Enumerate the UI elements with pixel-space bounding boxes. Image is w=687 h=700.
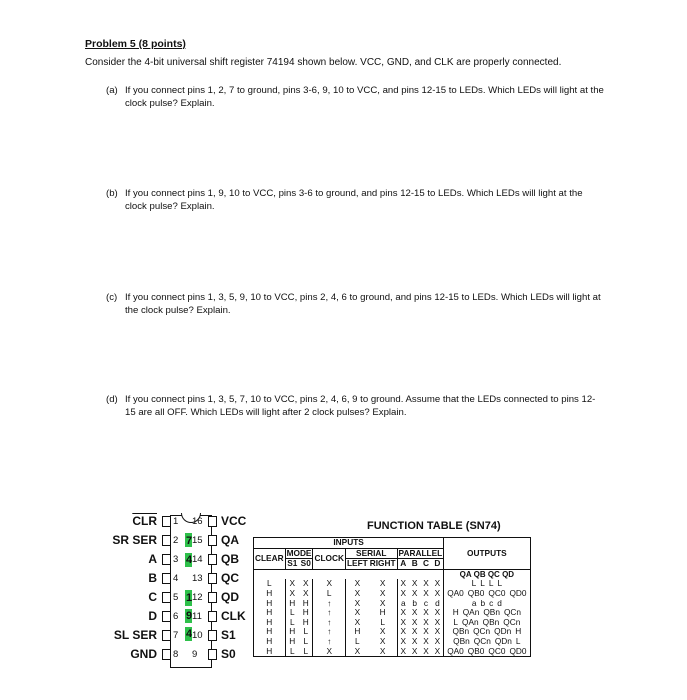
pin-box xyxy=(208,516,217,527)
cell-s0: H xyxy=(299,618,313,628)
pin-number: 8 xyxy=(173,649,179,660)
cell-qa: L xyxy=(453,616,459,627)
pin-name-c: C xyxy=(148,590,157,604)
pin-box xyxy=(208,554,217,565)
bar-label: 7 xyxy=(186,535,193,547)
cell-qb: QAn xyxy=(462,607,480,618)
cell-a: X xyxy=(400,578,407,589)
cell-outputs xyxy=(444,647,530,657)
pin-box xyxy=(208,535,217,546)
cell-d: X xyxy=(432,608,444,618)
cell-d: X xyxy=(432,647,444,657)
function-table-body xyxy=(254,579,531,656)
cell-qa: L xyxy=(471,578,477,589)
cell-qc: QBn xyxy=(483,607,500,618)
cell-b: X xyxy=(409,647,420,657)
cell-clock: ↑ xyxy=(313,599,346,609)
ic-74194-pinout xyxy=(48,512,253,672)
pin-name-a: A xyxy=(148,552,157,566)
pin-box xyxy=(162,630,171,641)
cell-s1: H xyxy=(289,597,296,608)
cell-a: a xyxy=(400,597,406,608)
cell-s0: X xyxy=(299,579,313,589)
cell-a: X xyxy=(400,626,407,637)
cell-qd: QCn xyxy=(503,616,521,627)
pin-number: 5 xyxy=(173,592,179,603)
header-d: D xyxy=(432,559,444,570)
header-b: B xyxy=(409,559,420,570)
header-qd: QD xyxy=(502,569,515,579)
pin-name-clr: $\overline{CLR}$ xyxy=(132,514,157,528)
cell-d: X xyxy=(432,579,444,589)
pin-number: 10 xyxy=(192,630,203,641)
cell-qc: c xyxy=(489,597,494,608)
cell-qb: QCn xyxy=(473,635,491,646)
cell-clock: ↑ xyxy=(313,618,346,628)
function-table xyxy=(253,537,531,657)
cell-right: X xyxy=(369,579,397,589)
header-serial: SERIAL xyxy=(345,548,397,559)
cell-qa: QA0 xyxy=(447,587,464,598)
cell-d: X xyxy=(432,618,444,628)
pin-number: 6 xyxy=(173,611,179,622)
cell-left: X xyxy=(354,616,361,627)
cell-c: X xyxy=(423,607,429,618)
pin-box xyxy=(208,611,217,622)
header-clock: CLOCK xyxy=(313,548,346,569)
cell-clock: X xyxy=(313,647,346,657)
cell-qb: b xyxy=(480,597,486,608)
cell-clock: X xyxy=(313,579,346,589)
cell-s1: H xyxy=(289,626,296,637)
cell-clear: L xyxy=(254,579,286,589)
cell-c: X xyxy=(423,616,429,627)
cell-clock: L xyxy=(313,589,346,599)
pin-name-clk: CLK xyxy=(221,609,246,623)
cell-qd: QD0 xyxy=(509,645,527,656)
pin-box xyxy=(162,649,171,660)
cell-qa: H xyxy=(452,607,459,618)
header-q-outputs xyxy=(444,569,530,579)
cell-c: X xyxy=(423,626,429,637)
pin-number: 12 xyxy=(192,592,203,603)
cell-a: X xyxy=(400,616,407,627)
pin-number: 13 xyxy=(192,573,203,584)
bar-label: 9 xyxy=(186,610,193,622)
cell-qc: QDn xyxy=(494,626,512,637)
header-parallel: PARALLEL xyxy=(398,547,443,558)
pin-name-d: D xyxy=(148,609,157,623)
pin-number: 16 xyxy=(192,516,203,527)
cell-qc: L xyxy=(488,578,494,589)
cell-s0: L xyxy=(299,637,313,647)
cell-s0: H xyxy=(299,608,313,618)
header-left: LEFT xyxy=(346,558,368,569)
cell-s1: H xyxy=(289,635,296,646)
cell-b: X xyxy=(411,578,418,589)
cell-right: X xyxy=(369,589,397,599)
question-label: (c) xyxy=(106,292,118,303)
cell-clock: ↑ xyxy=(313,627,346,637)
cell-qb: QB0 xyxy=(467,587,485,598)
header-qc: QC xyxy=(487,569,500,579)
cell-s1: X xyxy=(289,587,296,598)
cell-c: X xyxy=(420,647,431,657)
cell-qa: QA0 xyxy=(447,645,464,656)
cell-s0: X xyxy=(299,589,313,599)
cell-d: d xyxy=(432,599,444,609)
header-a: A xyxy=(397,559,409,570)
cell-qa: a xyxy=(471,597,477,608)
cell-qa: QBn xyxy=(452,626,470,637)
cell-left: X xyxy=(354,578,361,589)
cell-a: X xyxy=(397,647,409,657)
function-table-title: FUNCTION TABLE (SN74) xyxy=(367,520,501,532)
cell-c: X xyxy=(423,587,429,598)
pin-box xyxy=(208,630,217,641)
pin-number: 14 xyxy=(192,554,203,565)
cell-qc: QC0 xyxy=(488,645,506,656)
header-outputs: OUTPUTS xyxy=(444,538,530,570)
pin-box xyxy=(208,649,217,660)
cell-clear: H xyxy=(254,647,286,657)
cell-right: X xyxy=(369,599,397,609)
cell-clock: ↑ xyxy=(313,608,346,618)
question-label: (d) xyxy=(106,394,118,405)
cell-qd: d xyxy=(497,597,502,608)
cell-qc: QDn xyxy=(494,635,512,646)
cell-s1: L xyxy=(289,607,295,618)
pin-name-qc: QC xyxy=(221,571,239,585)
bar-label: 4 xyxy=(186,628,193,640)
pin-number: 4 xyxy=(173,573,179,584)
header-clear: CLEAR xyxy=(254,548,286,569)
bar-label: 1 xyxy=(186,592,193,604)
cell-qb: QB0 xyxy=(467,645,485,656)
question-text: If you connect pins 1, 2, 7 to ground, pins 3-6, 9, 10 to VCC, and pins 12-15 to LEDs. Which LEDs will light at the clock pulse? Explain. xyxy=(125,85,604,109)
question-text: If you connect pins 1, 9, 10 to VCC, pins 3-6 to ground, and pins 12-15 to LEDs. Which LEDs will light at the clock pulse? Explain. xyxy=(125,188,583,212)
cell-s1: L xyxy=(289,616,295,627)
cell-left: X xyxy=(354,587,361,598)
cell-clear: H xyxy=(254,589,286,599)
cell-left: H xyxy=(354,626,361,637)
cell-clear: H xyxy=(254,637,286,647)
cell-clock: ↑ xyxy=(313,637,346,647)
cell-a: X xyxy=(400,635,407,646)
cell-qc: QBn xyxy=(482,616,500,627)
cell-s0: L xyxy=(299,627,313,637)
cell-outputs xyxy=(444,589,530,599)
header-qa: QA xyxy=(459,569,472,579)
pin-name-b: B xyxy=(148,571,157,585)
cell-clear: H xyxy=(254,599,286,609)
cell-right: H xyxy=(369,608,397,618)
bar-label: 4 xyxy=(186,554,193,566)
cell-d: X xyxy=(432,627,444,637)
cell-qd: H xyxy=(515,626,522,637)
pin-name-s1: S1 xyxy=(221,628,236,642)
cell-c: X xyxy=(423,578,429,589)
pin-number: 7 xyxy=(173,630,179,641)
pin-number: 11 xyxy=(192,611,202,622)
pin-number: 2 xyxy=(173,535,179,546)
cell-b: X xyxy=(411,635,418,646)
cell-c: c xyxy=(423,597,429,608)
pin-name-qb: QB xyxy=(221,552,239,566)
pin-box xyxy=(162,592,171,603)
cell-right: L xyxy=(369,618,397,628)
question-label: (a) xyxy=(106,85,118,96)
question-label: (b) xyxy=(106,188,118,199)
pin-name-s0: S0 xyxy=(221,647,236,661)
cell-clear: H xyxy=(254,608,286,618)
pin-box xyxy=(162,611,171,622)
cell-qb: QAn xyxy=(462,616,479,627)
cell-clear: H xyxy=(254,627,286,637)
cell-b: X xyxy=(411,607,418,618)
cell-s0: L xyxy=(299,647,313,657)
cell-qd: QCn xyxy=(503,607,521,618)
pin-name-gnd: GND xyxy=(130,647,157,661)
cell-left: L xyxy=(355,635,360,646)
cell-a: X xyxy=(400,587,407,598)
header-right: RIGHT xyxy=(369,558,396,569)
cell-s1: X xyxy=(289,578,296,589)
cell-qb: QCn xyxy=(473,626,491,637)
cell-b: b xyxy=(412,597,417,608)
cell-b: X xyxy=(411,587,418,598)
table-row xyxy=(254,647,531,657)
cell-left: X xyxy=(354,607,361,618)
cell-qd: L xyxy=(515,635,521,646)
header-mode: MODE xyxy=(286,547,312,558)
cell-right: X xyxy=(369,627,397,637)
header-inputs: INPUTS xyxy=(254,538,444,549)
pin-box xyxy=(162,573,171,584)
cell-b: X xyxy=(411,626,418,637)
cell-qd: L xyxy=(497,578,503,589)
cell-right: X xyxy=(369,647,397,657)
cell-b: X xyxy=(411,616,418,627)
cell-qa: QBn xyxy=(453,635,470,646)
pin-number: 3 xyxy=(173,554,179,565)
pin-name-qa: QA xyxy=(221,533,239,547)
pin-name-qd: QD xyxy=(221,590,239,604)
question-text: If you connect pins 1, 3, 5, 7, 10 to VCC, pins 2, 4, 6, 9 to ground. Assume that the LEDs connected to pins 12-15 are all OFF. Which LEDs will light after 2 clock pulses? Explain. xyxy=(125,394,596,418)
problem-intro: Consider the 4-bit universal shift register 74194 shown below. VCC, GND, and CLK are properly connected. xyxy=(85,57,562,68)
cell-s0: H xyxy=(299,599,313,609)
pin-name-sl-ser: SL SER xyxy=(113,628,157,642)
pin-box xyxy=(208,592,217,603)
cell-a: X xyxy=(400,607,407,618)
pin-box xyxy=(162,516,171,527)
header-qb: QB xyxy=(473,569,486,579)
header-s0: S0 xyxy=(299,559,313,570)
pin-name-sr-ser: SR SER xyxy=(112,533,157,547)
cell-right: X xyxy=(369,637,397,647)
pin-box xyxy=(162,535,171,546)
cell-qb: L xyxy=(480,578,485,589)
pin-number: 9 xyxy=(192,649,198,660)
header-s1: S1 xyxy=(285,559,299,570)
problem-title: Problem 5 (8 points) xyxy=(85,38,186,50)
pin-box xyxy=(208,573,217,584)
cell-qc: QC0 xyxy=(488,587,506,598)
pin-box xyxy=(162,554,171,565)
header-c: C xyxy=(420,559,431,570)
cell-c: X xyxy=(423,635,429,646)
pin-number: 1 xyxy=(173,516,179,527)
cell-left: X xyxy=(354,597,361,608)
cell-s1: L xyxy=(285,647,299,657)
question-text: If you connect pins 1, 3, 5, 9, 10 to VCC, pins 2, 4, 6 to ground, and pins 12-15 to LEDs. Which LEDs will light at the clock pulse? Explain. xyxy=(125,292,601,316)
cell-left: X xyxy=(345,647,368,657)
cell-clear: H xyxy=(254,618,286,628)
cell-d: X xyxy=(432,637,444,647)
pin-name-vcc: VCC xyxy=(221,514,247,528)
pin-number: 15 xyxy=(192,535,203,546)
cell-qd: QD0 xyxy=(509,587,527,598)
cell-d: X xyxy=(432,589,444,599)
